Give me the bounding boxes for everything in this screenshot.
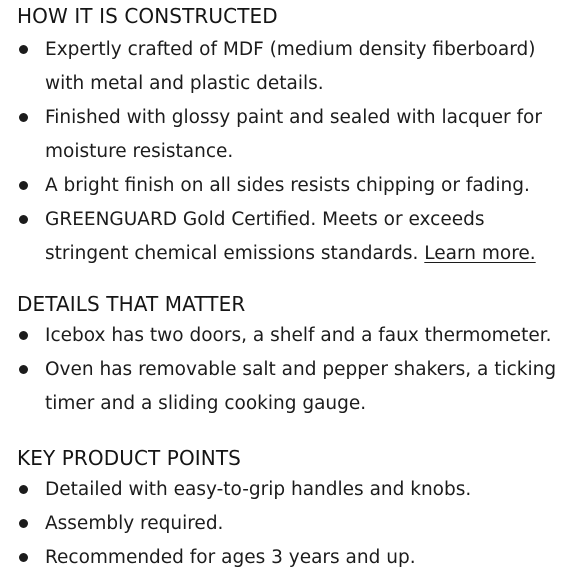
bullet-icon <box>19 331 28 340</box>
bullet-icon <box>19 485 28 494</box>
list-item <box>17 33 572 101</box>
list-item <box>17 507 572 541</box>
list-item-text: Finished with glossy paint and sealed with lacquer for moisture resistance. <box>45 107 542 162</box>
bullet-list <box>17 33 572 271</box>
section-how-it-is-constructed <box>17 2 572 271</box>
list-item-text: Assembly required. <box>45 513 224 534</box>
list-item-text: Icebox has two doors, a shelf and a faux thermometer. <box>45 325 552 346</box>
bullet-icon <box>19 553 28 562</box>
bullet-icon <box>19 181 28 190</box>
section-title: KEY PRODUCT POINTS <box>17 446 241 470</box>
list-item <box>17 101 572 169</box>
bullet-list <box>17 319 572 421</box>
section-title: HOW IT IS CONSTRUCTED <box>17 4 278 28</box>
bullet-list <box>17 473 572 575</box>
bullet-icon <box>19 113 28 122</box>
learn-more-link[interactable]: Learn more. <box>424 243 536 264</box>
bullet-icon <box>19 365 28 374</box>
list-item <box>17 473 572 507</box>
list-item-text: GREENGUARD Gold Certified. Meets or exceeds stringent chemical emissions standards. <box>45 209 485 264</box>
list-item-text: Recommended for ages 3 years and up. <box>45 547 416 568</box>
list-item <box>17 169 572 203</box>
list-item <box>17 203 572 271</box>
bullet-icon <box>19 45 28 54</box>
bullet-icon <box>19 215 28 224</box>
section-title: DETAILS THAT MATTER <box>17 292 246 316</box>
list-item <box>17 353 572 421</box>
list-item <box>17 541 572 575</box>
list-item-text: A bright finish on all sides resists chipping or fading. <box>45 175 530 196</box>
section-details-that-matter <box>17 290 572 421</box>
bullet-icon <box>19 519 28 528</box>
list-item-text: Oven has removable salt and pepper shakers, a ticking timer and a sliding cooking gauge. <box>45 359 557 414</box>
list-item <box>17 319 572 353</box>
list-item-text: Detailed with easy-to-grip handles and knobs. <box>45 479 472 500</box>
list-item-text: Expertly crafted of MDF (medium density fiberboard) with metal and plastic details. <box>45 39 536 94</box>
section-key-product-points <box>17 444 572 575</box>
